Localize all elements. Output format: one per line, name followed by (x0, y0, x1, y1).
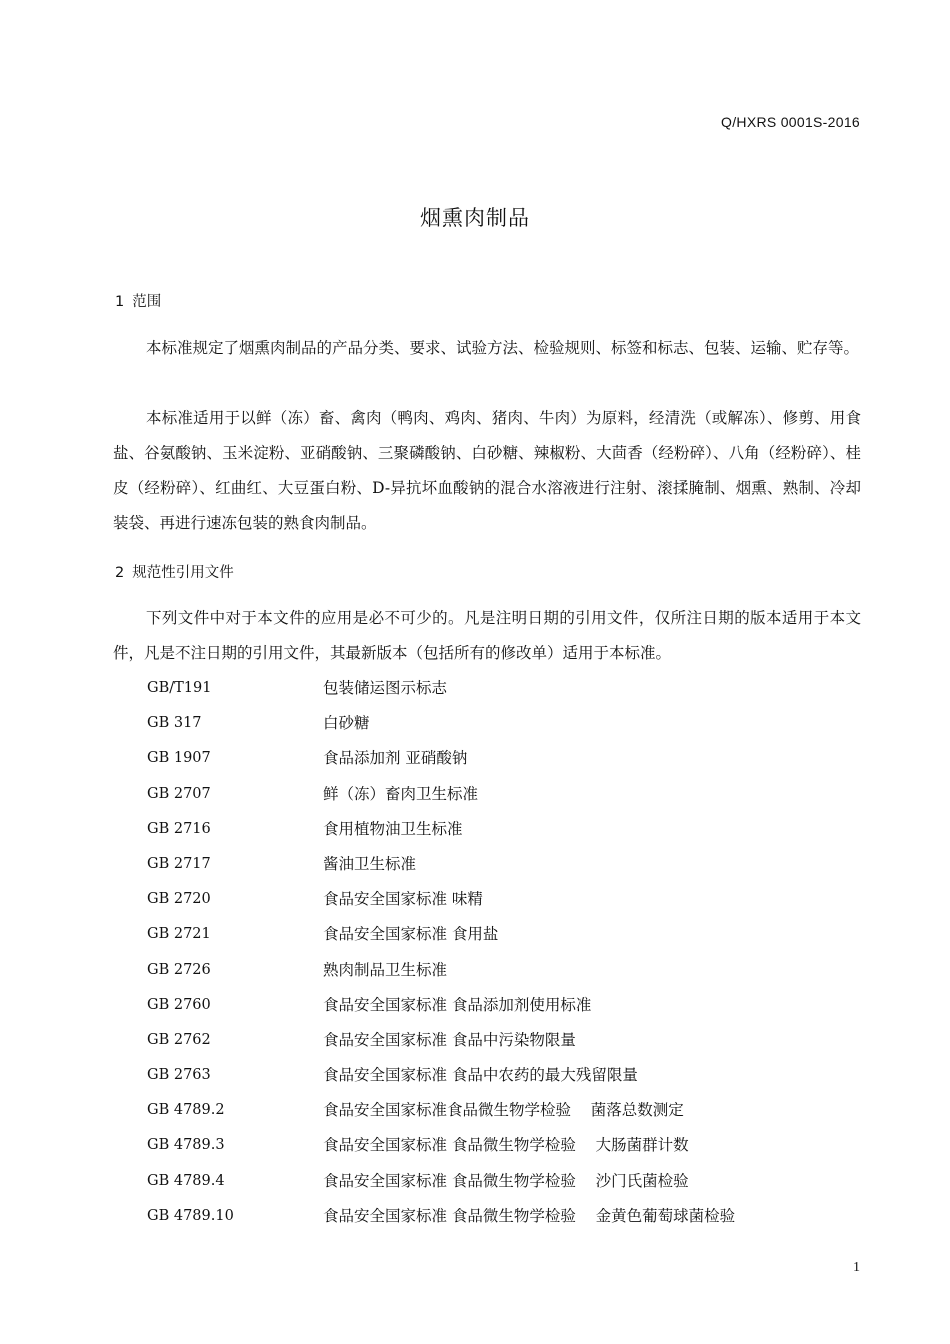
list-item (147, 990, 847, 1025)
list-item (147, 955, 847, 990)
reference-list (147, 673, 847, 1236)
list-item (147, 708, 847, 743)
reference-title: 酱油卫生标准 (323, 854, 417, 873)
reference-title: 食品安全国家标准 食品微生物学检验 沙门氏菌检验 (323, 1171, 689, 1190)
section-heading-normative-references (115, 561, 234, 582)
list-item (147, 779, 847, 814)
reference-code: GB 2726 (147, 961, 211, 978)
reference-title: 熟肉制品卫生标准 (323, 960, 448, 979)
section-number: 2 (115, 565, 125, 581)
section-title: 规范性引用文件 (132, 565, 234, 581)
list-item (147, 919, 847, 954)
reference-code: GB 2721 (147, 926, 211, 943)
reference-title: 食品安全国家标准 食品中农药的最大残留限量 (323, 1066, 638, 1085)
list-item (147, 814, 847, 849)
reference-code: GB 2720 (147, 891, 211, 908)
list-item (147, 1130, 847, 1165)
reference-code: GB 1907 (147, 750, 211, 767)
reference-title: 食品安全国家标准 食用盐 (323, 925, 499, 944)
reference-title: 食品添加剂 亚硝酸钠 (323, 749, 468, 768)
list-item (147, 1060, 847, 1095)
paragraph: 本标准规定了烟熏肉制品的产品分类、要求、试验方法、检验规则、标签和标志、包装、运输、贮存等。 (146, 339, 860, 357)
list-item (147, 1025, 847, 1060)
list-item (147, 1095, 847, 1130)
list-item (147, 1166, 847, 1201)
reference-code: GB 4789.10 (147, 1207, 234, 1224)
reference-title: 食用植物油卫生标准 (323, 819, 463, 838)
reference-title: 鲜（冻）畜肉卫生标准 (323, 784, 479, 803)
reference-title: 食品安全国家标准 食品中污染物限量 (323, 1030, 576, 1049)
reference-title: 包装储运图示标志 (323, 679, 448, 697)
reference-code: GB 4789.3 (147, 1137, 225, 1154)
list-item (147, 743, 847, 778)
page-title: 烟熏肉制品 (420, 206, 530, 230)
reference-title: 白砂糖 (323, 714, 370, 733)
section-heading-scope (115, 290, 161, 311)
reference-code: GB 2763 (147, 1067, 211, 1084)
reference-title: 食品安全国家标准 味精 (323, 890, 483, 909)
reference-code: GB 4789.4 (147, 1172, 225, 1189)
reference-code: GB 2760 (147, 996, 211, 1013)
reference-title: 食品安全国家标准 食品添加剂使用标准 (323, 995, 592, 1014)
list-item (147, 673, 847, 708)
reference-title: 食品安全国家标准食品微生物学检验 菌落总数测定 (323, 1101, 684, 1120)
reference-title: 食品安全国家标准 食品微生物学检验 大肠菌群计数 (323, 1136, 689, 1155)
list-item (147, 849, 847, 884)
reference-code: GB 2717 (147, 855, 211, 872)
reference-title: 食品安全国家标准 食品微生物学检验 金黄色葡萄球菌检验 (323, 1206, 736, 1225)
reference-code: GB 2762 (147, 1031, 211, 1048)
paragraph: 本标准适用于以鲜（冻）畜、禽肉（鸭肉、鸡肉、猪肉、牛肉）为原料，经清洗（或解冻）、修剪、用食盐、谷氨酸钠、玉米淀粉、亚硝酸钠、三聚磷酸钠、白砂糖、辣椒粉、大茴香（经粉碎）、八角（经粉碎）、桂皮（经粉碎）、红曲红、大豆蛋白粉、D-异抗坏血酸钠的混合水溶液进行注射、滚揉腌制、烟熏、熟制、冷却装袋、再进行速冻包装的熟食肉制品。 (113, 409, 861, 532)
list-item (147, 1201, 847, 1236)
document-code: Q/HXRS 0001S-2016 (721, 114, 860, 130)
list-item (147, 884, 847, 919)
reference-code: GB 317 (147, 715, 202, 732)
paragraph: 下列文件中对于本文件的应用是必不可少的。凡是注明日期的引用文件，仅所注日期的版本适用于本文件，凡是不注日期的引用文件，其最新版本（包括所有的修改单）适用于本标准。 (113, 609, 861, 662)
reference-code: GB/T191 (147, 680, 212, 696)
section-number: 1 (115, 294, 125, 310)
reference-code: GB 4789.2 (147, 1102, 225, 1119)
reference-code: GB 2707 (147, 785, 211, 802)
section-title: 范围 (132, 294, 162, 310)
reference-code: GB 2716 (147, 820, 211, 837)
page-number: 1 (853, 1260, 860, 1275)
